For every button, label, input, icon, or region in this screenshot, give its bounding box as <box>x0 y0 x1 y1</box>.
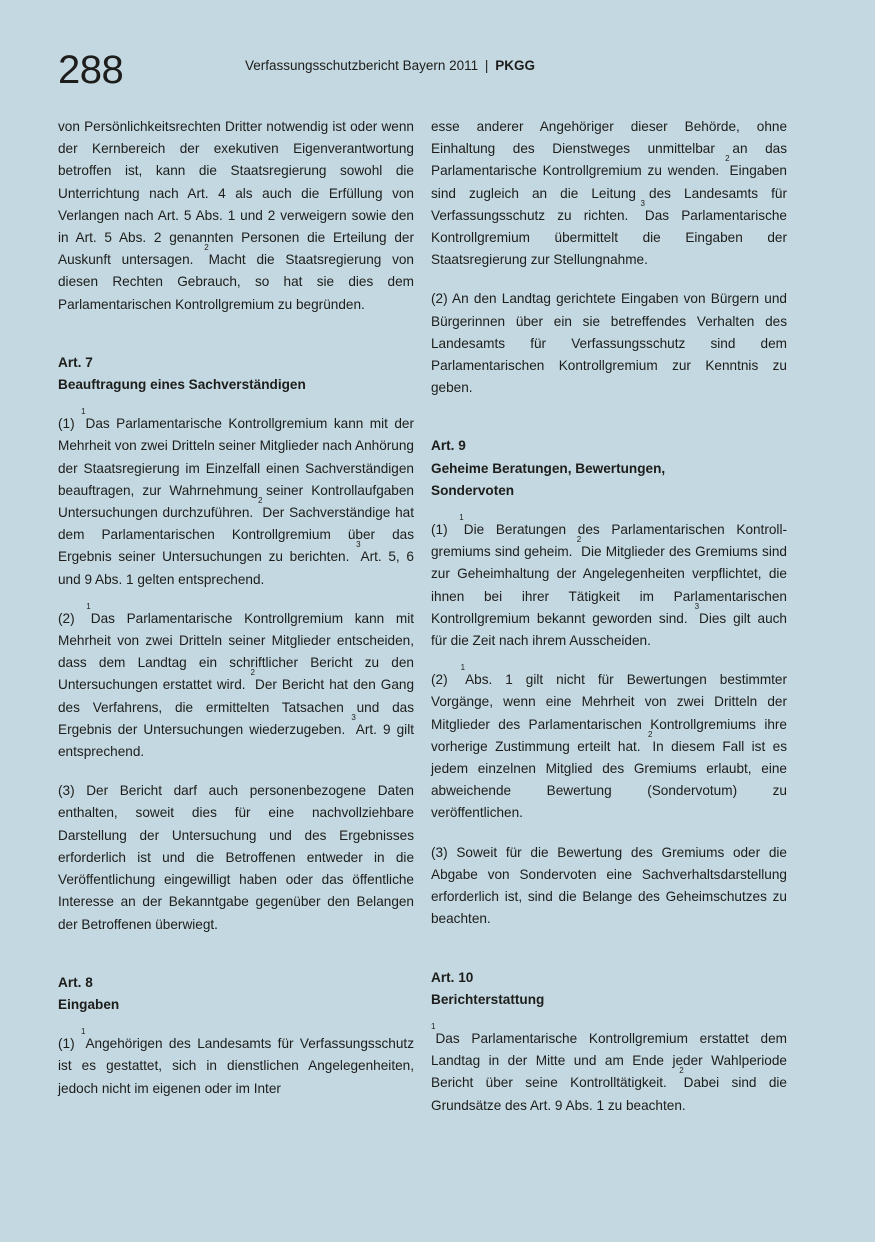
sentence: von Persönlichkeitsrechten Dritter notwendig ist oder wenn der Kernbereich der exekutiven Eigenverantwortung betroffen ist, kann die Staatsregierung sowohl die Unterrichtung nach Art. 4 als auch die Erfüllung von Verlangen nach Art. 5 Abs. 1 und 2 verweigern sowie den in Art. 5 Abs. 2 genannten Personen die Erteilung der Auskunft untersagen. <box>58 119 414 268</box>
article-7-heading <box>58 352 414 396</box>
running-head <box>245 58 535 74</box>
sentence: Art. 9 gilt entsprechend. <box>58 721 414 760</box>
article-title: Eingaben <box>58 996 120 1012</box>
article-title-continued: Sondervoten <box>431 482 515 498</box>
article-8-paragraph-1 <box>58 1027 415 1100</box>
article-10-heading <box>431 967 787 1011</box>
sentence: Die Beratungen des Parlamentarischen Kontrollgremiums sind geheim. <box>431 522 787 560</box>
sentence: Eingaben sind zugleich an die Leitung des Landesamts für Verfassungsschutz zu richten. <box>431 163 787 223</box>
sentence-number: 2 <box>257 496 263 506</box>
sentence-number: 1 <box>460 663 466 673</box>
sentence-number: 3 <box>356 540 361 550</box>
sentence: Das Parlamentarische Kontrollgremium übermittelt die Eingaben der Staatsregierung zur Stellungnahme. <box>431 207 787 268</box>
sentence: Dies gilt auch für die Zeit nach ihrem Ausscheiden. <box>431 610 787 649</box>
article-10-paragraph <box>431 1021 787 1117</box>
paragraph-number: (1) <box>58 416 82 432</box>
sentence: Der Bericht hat den Gang des Verfahrens, die ermittelten Tatsachen und das Ergebnis der Untersuchungen wiederzugeben. <box>58 677 414 737</box>
article-9-paragraph-3: (3) Soweit für die Bewertung des Gremiums oder die Abgabe von Sondervoten eine Sachverhaltsdarstellung erforderlich ist, sind die Belange des Geheimschutzes zu beachten. <box>431 844 787 927</box>
sentence-number: 1 <box>86 601 91 611</box>
article-title: Berichterstattung <box>431 991 545 1007</box>
article-9-paragraph-2 <box>431 663 788 824</box>
sentence: Der Sachverständige hat dem Parlamentarischen Kontrollgremium über das Ergebnis seiner Untersuchungen zu berichten. <box>58 505 414 565</box>
article-8-paragraph-2: (2) An den Landtag gerichtete Eingaben von Bürgern und Bürgerinnen über ein sie betreffendes Verhalten des Landesamts für Verfassungsschutz sind dem Parlamentarischen Kontrollgremium zur Kenntnis zu geben. <box>431 291 787 396</box>
article-number: Art. 7 <box>58 354 93 370</box>
article-number: Art. 9 <box>431 438 466 454</box>
sentence-number: 2 <box>679 1066 684 1076</box>
section-label: PKGG <box>495 58 535 73</box>
sentence-number: 1 <box>431 1021 436 1031</box>
publication-title: Verfassungsschutzbericht Bayern 2011 <box>245 58 479 73</box>
article-7-paragraph-3: (3) Der Bericht darf auch personenbezogene Daten enthalten, soweit dies für eine nachvollziehbare Darstellung der Untersuchung und des Ergebnisses erforderlich ist und die Betroffenen entweder in die Veröffentlichung eingewilligt haben oder das öffentliche Interesse an der Bekanntgabe gegenüber den Belangen der Betroffenen überwiegt. <box>58 783 414 932</box>
paragraph-number: (2) <box>58 610 87 626</box>
paragraph-continuation <box>58 116 414 316</box>
sentence-number: 2 <box>576 535 582 545</box>
sentence: esse anderer Angehöriger dieser Behörde, ohne Einhaltung des Dienstweges unmittelbar an das Parlamentarische Kontrollgremium zu wenden. <box>431 119 787 179</box>
paragraph-number: (2) <box>431 672 461 688</box>
right-column <box>431 116 787 1134</box>
paragraph-number: (1) <box>58 1036 81 1052</box>
sentence-number: 3 <box>694 601 700 611</box>
paragraph-number: (1) <box>431 522 460 538</box>
sentence: Art. 5, 6 und 9 Abs. 1 gelten entsprechend. <box>58 549 414 587</box>
article-title: Geheime Beratungen, Bewertungen, <box>431 460 666 476</box>
sentence-number: 2 <box>250 668 255 678</box>
sentence: Die Mitglieder des Gremiums sind zur Geheimhaltung der Angelegenheiten verpflichtet, die ihnen bei ihrer Tätigkeit im Parlamentarischen Kontrollgremium bekannt geworden sind. <box>431 544 787 626</box>
article-9-paragraph-1 <box>431 513 787 652</box>
sentence-number: 2 <box>204 243 209 253</box>
sentence: Das Parlamentarische Kontrollgremium erstattet dem Landtag in der Mitte und am Ende jeder Wahlperiode Bericht über seine Kontrolltätigkeit. <box>431 1030 787 1091</box>
sentence-number: 1 <box>81 1027 86 1037</box>
sentence: Das Parlamentarische Kontrollgremium kann mit der Mehrheit von zwei Dritteln seiner Mitglieder nach Anhörung der Staatsregierung im Einzelfall einen Sachverständigen beauftragen, zur Wahrnehmung seiner Kontrollaufgaben Untersuchungen durchzuführen. <box>58 416 415 521</box>
header-separator: | <box>484 58 489 73</box>
article-title: Beauftragung eines Sachverständigen <box>58 377 306 393</box>
sentence: Abs. 1 gilt nicht für Bewertungen bestimmter Vorgänge, wenn eine Mehrheit von zwei Dritteln der Mitglieder des Parlamentarischen Kontrollgremiums ihre vorherige Zustimmung erteilt hat. <box>431 672 788 754</box>
page-number: 288 <box>58 48 124 92</box>
sentence: In diesem Fall ist es jedem einzelnen Mitglied des Gremiums erlaubt, eine abweichende Bewertung (Sondervotum) zu veröffentlichen. <box>431 738 787 821</box>
sentence-number: 1 <box>81 407 86 417</box>
article-7-paragraph-2 <box>58 601 414 763</box>
sentence-number: 2 <box>647 729 653 739</box>
sentence: Macht die Staatsregierung von diesen Rechten Gebrauch, so hat sie dies dem Parlamentarischen Kontrollgremium zu begründen. <box>58 252 414 312</box>
sentence: Angehörigen des Landesamts für Verfassungsschutz ist es gestattet, sich in dienstlichen Angelegenheiten, jedoch nicht im eigenen oder im Inter <box>58 1036 415 1096</box>
sentence-number: 1 <box>459 513 464 523</box>
left-column <box>58 116 414 1117</box>
article-7-paragraph-1 <box>58 407 415 591</box>
sentence-number: 3 <box>351 712 356 722</box>
sentence: Das Parlamentarische Kontrollgremium kann mit Mehrheit von zwei Dritteln seiner Mitglieder entscheiden, dass dem Landtag ein schriftlicher Bericht zu den Untersuchungen erstattet wird. <box>58 610 414 693</box>
sentence-number: 3 <box>640 198 645 208</box>
article-8-heading <box>58 972 414 1016</box>
article-8-paragraph-1-continuation <box>431 116 787 271</box>
sentence-number: 2 <box>725 154 730 164</box>
article-9-heading <box>431 435 787 502</box>
sentence: Dabei sind die Grundsätze des Art. 9 Abs. 1 zu beachten. <box>431 1075 787 1113</box>
article-number: Art. 10 <box>431 969 474 985</box>
article-number: Art. 8 <box>58 974 93 990</box>
